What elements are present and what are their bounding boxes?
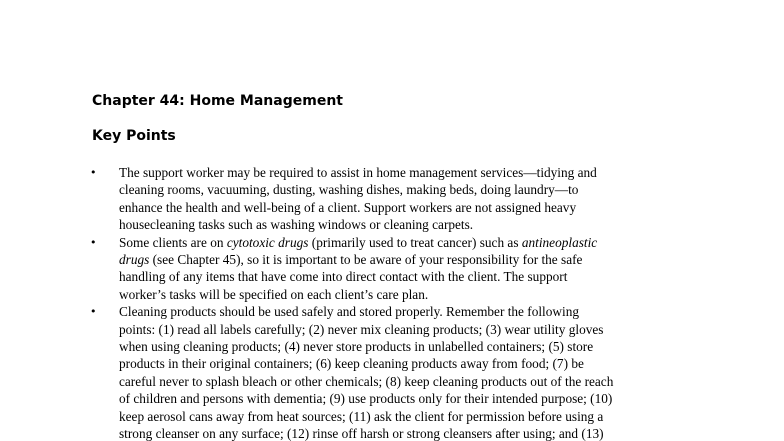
text-line: of children and persons with dementia; (9) use products only for their intended purpose; (10): [119, 391, 613, 407]
text-line: housecleaning tasks such as washing windows or cleaning carpets.: [119, 217, 474, 233]
text-line: when using cleaning products; (4) never store products in unlabelled containers; (5) store: [119, 339, 594, 355]
bullet: •: [90, 305, 97, 319]
list-item: [0, 164, 784, 234]
text-run: Some clients are on: [119, 234, 227, 250]
list-item-text: [119, 234, 699, 304]
text-line: points: (1) read all labels carefully; (2) never mix cleaning products; (3) wear utility gloves: [119, 321, 604, 337]
text-line: keep aerosol cans away from heat sources; (11) ask the client for permission before using a: [119, 408, 604, 424]
key-points-list: [0, 164, 784, 441]
bullet: •: [90, 235, 97, 249]
text-line: handling of any items that have come into direct contact with the client. The support: [119, 269, 568, 285]
section-title: Key Points: [92, 128, 176, 144]
text-line: [119, 234, 699, 251]
drug-term-drugs: drugs: [119, 252, 150, 268]
text-line: products in their original containers; (6) keep cleaning products away from food; (7) be: [119, 356, 584, 372]
text-run: (primarily used to treat cancer) such as: [308, 234, 522, 250]
list-item-text: [119, 303, 699, 441]
text-line: enhance the health and well-being of a client. Support workers are not assigned heavy: [119, 199, 577, 215]
list-item-text: [119, 164, 699, 234]
drug-term-cytotoxic: cytotoxic drugs: [226, 234, 309, 250]
text-line: strong cleanser on any surface; (12) rinse off harsh or strong cleansers after using; and (13): [119, 426, 604, 441]
bullet: •: [90, 166, 97, 179]
text-line: careful never to splash bleach or other chemicals; (8) keep cleaning products out of the reach: [119, 373, 614, 389]
text-line: [119, 251, 699, 268]
text-run: (see Chapter 45), so it is important to be aware of your responsibility for the safe: [149, 252, 583, 268]
text-line: The support worker may be required to assist in home management services—tidying and: [119, 165, 597, 180]
chapter-title: Chapter 44: Home Management: [92, 93, 343, 109]
text-line: cleaning rooms, vacuuming, dusting, washing dishes, making beds, doing laundry—to: [119, 182, 579, 198]
list-item: [0, 303, 784, 441]
list-item: [0, 234, 784, 304]
text-line: worker’s tasks will be specified on each client’s care plan.: [119, 286, 429, 302]
drug-term-antineoplastic: antineoplastic: [521, 234, 598, 250]
text-line: Cleaning products should be used safely and stored properly. Remember the following: [119, 304, 579, 320]
